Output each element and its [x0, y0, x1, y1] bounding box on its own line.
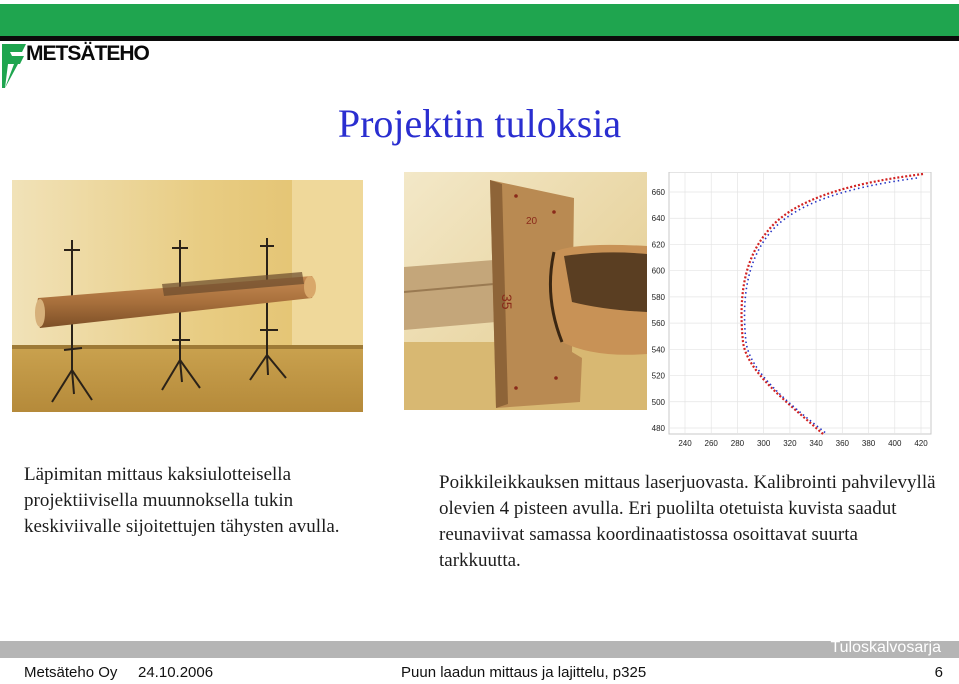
y-tick-label: 660: [651, 188, 665, 197]
header-green-bar: [0, 4, 959, 36]
slide-title-text: Projektin tuloksia: [337, 101, 622, 146]
x-tick-label: 240: [678, 439, 692, 448]
footer-project: Puun laadun mittaus ja lajittelu, p325: [401, 664, 647, 681]
x-tick-label: 320: [783, 439, 797, 448]
y-tick-label: 580: [651, 292, 665, 302]
slide-title: [0, 100, 959, 147]
footer-date: 24.10.2006: [138, 664, 214, 681]
footer-company: Metsäteho Oy: [24, 664, 118, 681]
x-tick-label: 380: [861, 439, 876, 448]
profile-plot: [647, 172, 937, 450]
plate-mark-35: 35: [499, 294, 515, 310]
caption-right: Poikkileikkauksen mittaus laserjuovasta. Kalibrointi pahvilevyllä olevien 4 pisteen avulla. Eri puolilta otetuista kuvista saadut reunaviivat samassa koordinaatistossa osoittavat suurta tarkkuutta.: [439, 472, 936, 571]
y-tick-label: 600: [651, 266, 665, 276]
x-tick-label: 260: [704, 439, 718, 448]
caption-left: Läpimitan mittaus kaksiulotteisella projektiivisella muunnoksella tukin keskiviivalle sijoitettujen tähysten avulla.: [24, 464, 340, 537]
logo-mark-icon: [2, 42, 28, 90]
y-tick-label: 640: [651, 214, 665, 224]
header-black-line: [0, 36, 959, 41]
y-tick-label: 500: [651, 397, 665, 407]
x-tick-label: 340: [809, 439, 823, 448]
log-rig-photo: [12, 180, 363, 412]
x-tick-label: 300: [756, 439, 771, 448]
x-tick-label: 420: [914, 439, 928, 448]
footer-page-number: 6: [934, 664, 943, 681]
metsateho-logo: [2, 42, 152, 92]
footer-row: [0, 664, 959, 684]
x-tick-label: 400: [888, 439, 902, 448]
footer-bar: [0, 641, 959, 658]
x-tick-label: 280: [730, 439, 745, 448]
plate-mark-20: 20: [526, 216, 538, 227]
y-tick-label: 540: [651, 345, 665, 355]
x-tick-label: 360: [835, 439, 850, 448]
y-tick-label: 620: [651, 240, 665, 250]
y-tick-label: 560: [651, 319, 665, 329]
y-tick-label: 520: [651, 371, 665, 381]
footer-tag: Tuloskalvosarja: [830, 639, 941, 656]
logo-text: METSÄTEHO: [26, 42, 149, 65]
cross-section-photo: [404, 172, 647, 410]
y-tick-label: 480: [651, 424, 665, 433]
